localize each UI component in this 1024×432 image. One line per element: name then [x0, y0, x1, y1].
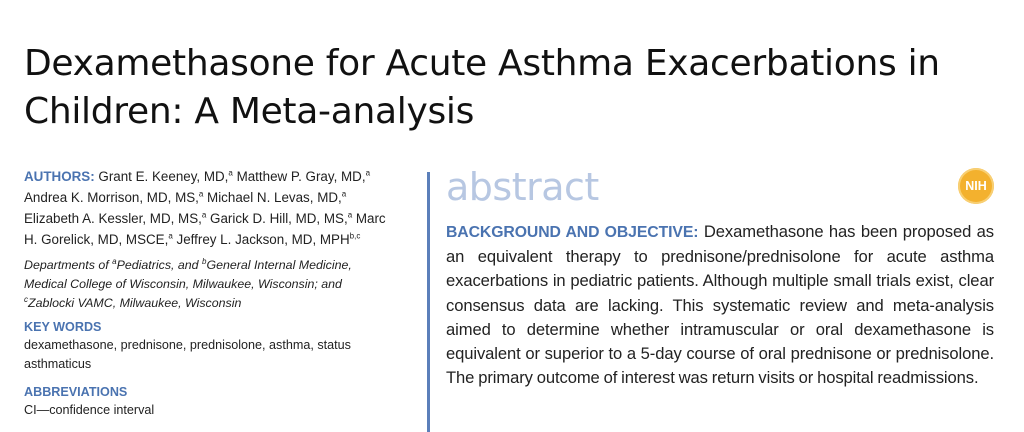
affiliations	[24, 256, 416, 313]
author-text: Andrea K. Morrison, MD, MS,	[24, 190, 199, 205]
affil-text: Departments of	[24, 258, 113, 272]
author-text: Michael N. Levas, MD,	[203, 190, 342, 205]
abbreviations-label: ABBREVIATIONS	[24, 385, 128, 399]
author-sup: b,c	[349, 231, 361, 241]
author-sup: a	[341, 189, 347, 199]
author-sup: a	[365, 168, 371, 178]
author-text: Grant E. Keeney, MD,	[98, 169, 229, 184]
author-sup: a	[228, 168, 233, 178]
authors-block	[24, 166, 416, 250]
keywords-text: dexamethasone, prednisone, prednisolone, asthma, status asthmaticus	[24, 338, 351, 371]
author-sup: a	[201, 210, 207, 220]
article-title	[24, 40, 1004, 136]
affil-text: Medical College of Wisconsin, Milwaukee, Wisconsin; and	[24, 277, 342, 291]
author-text: Elizabeth A. Kessler, MD, MS,	[24, 211, 202, 226]
left-column	[24, 166, 416, 420]
authors-label: AUTHORS:	[24, 169, 95, 184]
author-sup: a	[347, 210, 353, 220]
abstract-heading: abstract	[446, 165, 599, 209]
author-sup: a	[198, 189, 204, 199]
affil-sup: c	[24, 294, 28, 304]
abstract-body	[446, 220, 994, 390]
column-divider	[427, 172, 430, 432]
affil-sup: a	[112, 256, 117, 266]
affil-text: General Internal Medicine,	[206, 258, 352, 272]
abbreviations-text: CI—confidence interval	[24, 403, 155, 417]
affil-sup: b	[202, 256, 207, 266]
background-objective-label: BACKGROUND AND OBJECTIVE:	[446, 224, 699, 241]
author-text: Matthew P. Gray, MD,	[232, 169, 366, 184]
author-text: H. Gorelick, MD, MSCE,	[24, 232, 169, 247]
keywords-label: KEY WORDS	[24, 320, 102, 334]
affil-text: Pediatrics, and	[116, 258, 203, 272]
author-text: Marc	[352, 211, 386, 226]
title-line-1: Dexamethasone for Acute Asthma Exacerbations in	[24, 43, 940, 85]
author-text: Garick D. Hill, MD, MS,	[206, 211, 348, 226]
affil-text: Zablocki VAMC, Milwaukee, Wisconsin	[28, 296, 242, 310]
author-sup: a	[168, 231, 173, 241]
nih-badge-icon: NIH	[958, 168, 994, 204]
abstract-text: Dexamethasone has been proposed as an equivalent therapy to prednisone/prednisolone for acute asthma exacerbations in pediatric patients. Although multiple small trials exist, clear consensus data are lacking. This systematic review and meta-analysis aimed to determine whether intramuscular or oral dexamethasone is equivalent or superior to a 5-day course of oral prednisone or prednisolone. The primary outcome of interest was return visits or hospital readmissions.	[446, 222, 994, 388]
title-line-2: Children: A Meta-analysis	[24, 91, 475, 133]
author-text: Jeffrey L. Jackson, MD, MPH	[172, 232, 350, 247]
